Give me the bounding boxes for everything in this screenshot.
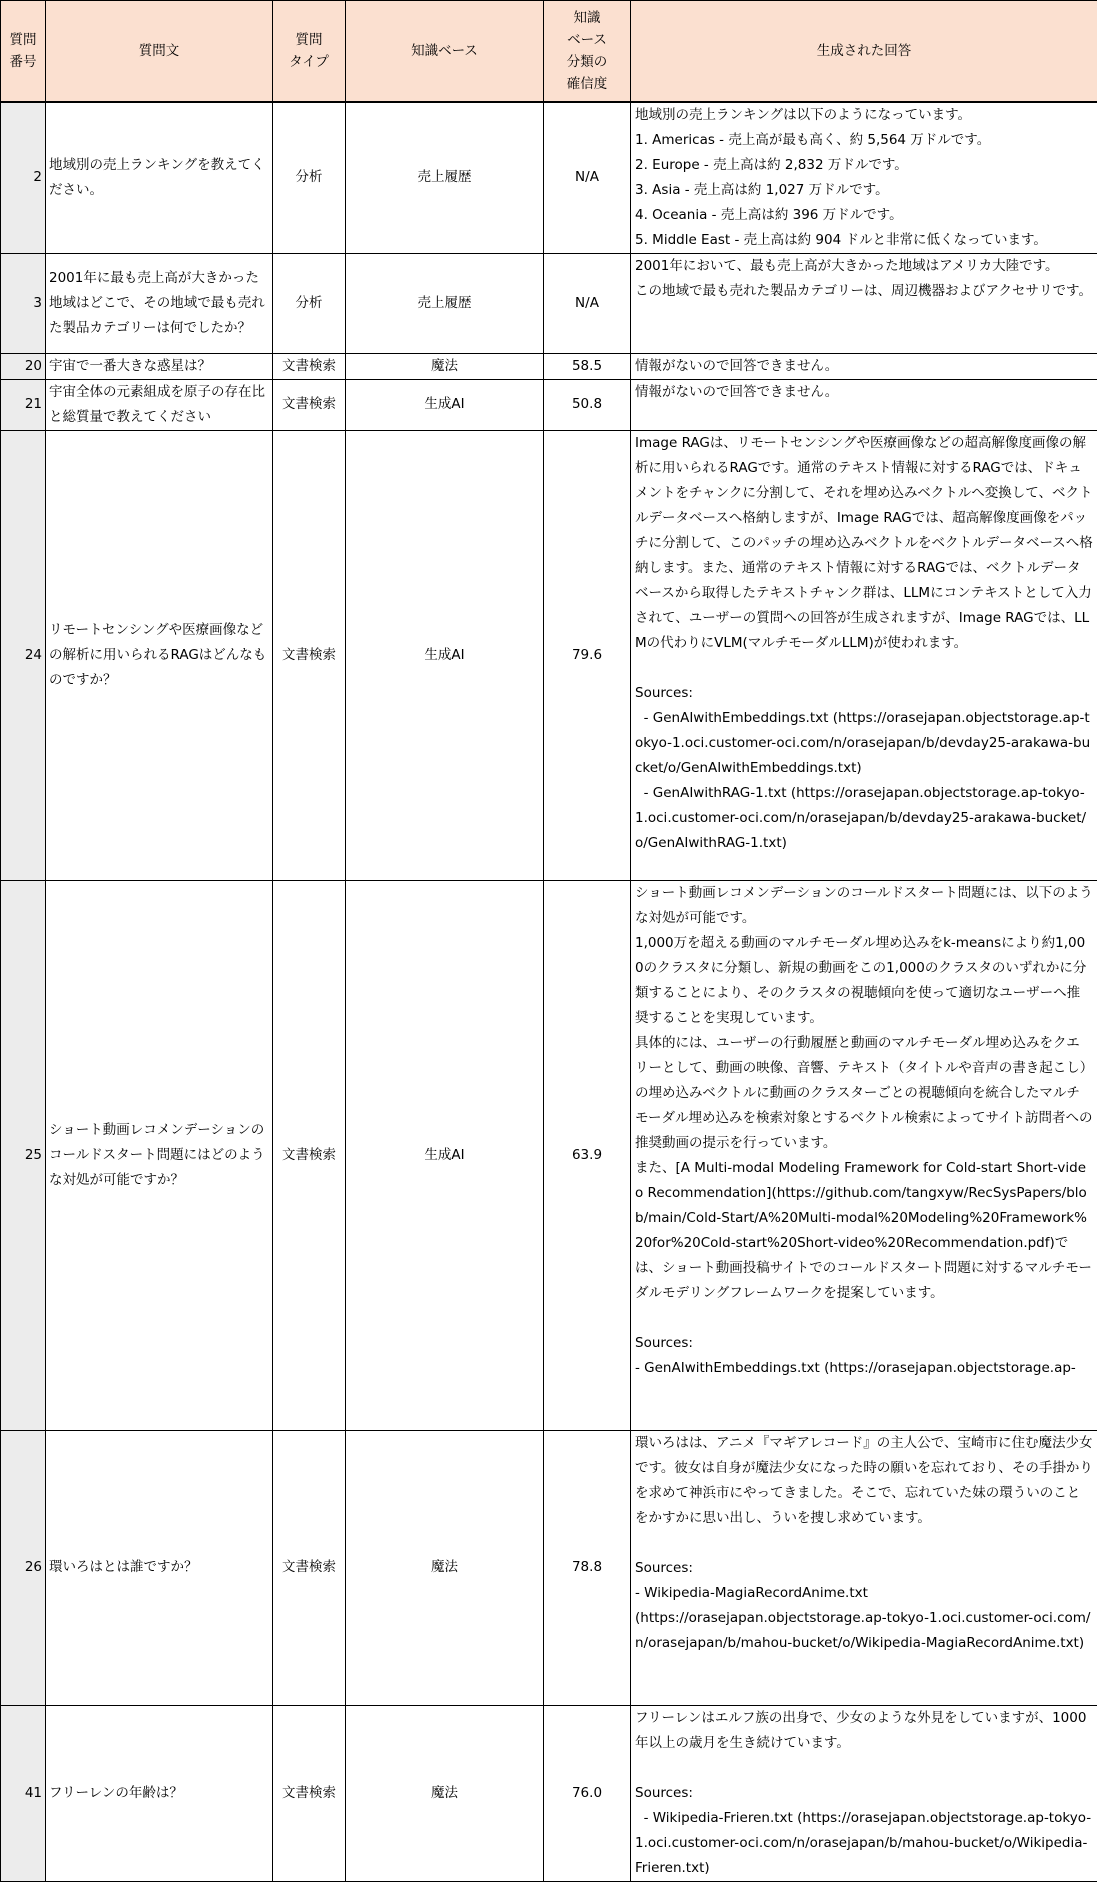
cell-question-number[interactable]: 26 — [1, 1430, 46, 1705]
cell-knowledge-base[interactable]: 生成AI — [346, 430, 544, 880]
header-confidence[interactable]: 知識 ベース 分類の 確信度 — [544, 1, 631, 102]
table-row — [1, 379, 1097, 430]
cell-question-text[interactable]: 2001年に最も売上高が大きかった地域はどこで、その地域で最も売れた製品カテゴリーは何でしたか？ — [46, 253, 273, 353]
cell-knowledge-base[interactable]: 生成AI — [346, 379, 544, 430]
table-row — [1, 1430, 1097, 1705]
header-row — [1, 1, 1097, 102]
cell-answer[interactable]: Image RAGは、リモートセンシングや医療画像などの超高解像度画像の解析に用いられるRAGです。通常のテキスト情報に対するRAGでは、ドキュメントをチャンクに分割して、それを埋め込みベクトルへ変換して、ベクトルデータベースへ格納しますが、Image RAGでは、超高解像度画像をパッチに分割して、このパッチの埋め込みベクトルをベクトルデータベースへ格納します。また、通常のテキスト情報に対するRAGでは、ベクトルデータベースから取得したテキストチャンク群は、LLMにコンテキストとして入力されて、ユーザーの質問への回答が生成されますが、Image RAGでは、LLMの代わりにVLM(マルチモーダルLLM)が使われます。 Sources: - GenAIwithEmbeddings.txt (https://orasejapan.objectstorage.ap-tokyo-1.oci.customer-oci.com/n/orasejapan/b/devday25-arakawa-bucket/o/GenAIwithEmbeddings.txt) - GenAIwithRAG-1.txt (https://orasejapan.objectstorage.ap-tokyo-1.oci.customer-oci.com/n/orasejapan/b/devday25-arakawa-bucket/o/GenAIwithRAG-1.txt) — [631, 430, 1097, 880]
cell-knowledge-base[interactable]: 生成AI — [346, 880, 544, 1430]
cell-confidence[interactable]: 50.8 — [544, 379, 631, 430]
cell-question-number[interactable]: 25 — [1, 880, 46, 1430]
cell-confidence[interactable]: N/A — [544, 253, 631, 353]
cell-confidence[interactable]: N/A — [544, 102, 631, 254]
cell-answer[interactable]: ショート動画レコメンデーションのコールドスタート問題には、以下のような対処が可能です。 1,000万を超える動画のマルチモーダル埋め込みをk-meansにより約1,000のクラスタに分類し、新規の動画をこの1,000のクラスタのいずれかに分類することにより、そのクラスタの視聴傾向を使って適切なユーザーへ推奨することを実現しています。 具体的には、ユーザーの行動履歴と動画のマルチモーダル埋め込みをクエリーとして、動画の映像、音響、テキスト（タイトルや音声の書き起こし）の埋め込みベクトルに動画のクラスターごとの視聴傾向を統合したマルチモーダル埋め込みを検索対象とするベクトル検索によってサイト訪問者への推奨動画の提示を行っています。 また、[A Multi-modal Modeling Framework for Cold-start Short-video Recommendation](https://github.com/tangxyw/RecSysPapers/blob/main/Cold-Start/A%20Multi-modal%20Modeling%20Framework%20for%20Cold-start%20Short-video%20Recommendation.pdf)では、ショート動画投稿サイトでのコールドスタート問題に対するマルチモーダルモデリングフレームワークを提案しています。 Sources: - GenAIwithEmbeddings.txt (https://orasejapan.objectstorage.ap- — [631, 880, 1097, 1430]
cell-question-text[interactable]: フリーレンの年齢は？ — [46, 1705, 273, 1881]
cell-question-text[interactable]: ショート動画レコメンデーションのコールドスタート問題にはどのような対処が可能ですか？ — [46, 880, 273, 1430]
cell-question-text[interactable]: リモートセンシングや医療画像などの解析に用いられるRAGはどんなものですか？ — [46, 430, 273, 880]
table-row — [1, 1705, 1097, 1881]
cell-question-text[interactable]: 宇宙全体の元素組成を原子の存在比と総質量で教えてください — [46, 379, 273, 430]
cell-confidence[interactable]: 78.8 — [544, 1430, 631, 1705]
cell-answer[interactable]: 情報がないので回答できません。 — [631, 379, 1097, 430]
cell-answer[interactable]: 情報がないので回答できません。 — [631, 353, 1097, 379]
cell-question-type[interactable]: 文書検索 — [273, 880, 346, 1430]
table-row — [1, 430, 1097, 880]
header-answer[interactable]: 生成された回答 — [631, 1, 1097, 102]
cell-knowledge-base[interactable]: 魔法 — [346, 353, 544, 379]
header-knowledge-base[interactable]: 知識ベース — [346, 1, 544, 102]
cell-question-type[interactable]: 文書検索 — [273, 1430, 346, 1705]
cell-confidence[interactable]: 58.5 — [544, 353, 631, 379]
cell-knowledge-base[interactable]: 売上履歴 — [346, 102, 544, 254]
header-question-number[interactable]: 質問 番号 — [1, 1, 46, 102]
cell-question-number[interactable]: 41 — [1, 1705, 46, 1881]
cell-confidence[interactable]: 63.9 — [544, 880, 631, 1430]
table-row — [1, 353, 1097, 379]
cell-question-number[interactable]: 2 — [1, 102, 46, 254]
cell-question-text[interactable]: 地域別の売上ランキングを教えてください。 — [46, 102, 273, 254]
cell-question-type[interactable]: 分析 — [273, 102, 346, 254]
cell-question-type[interactable]: 文書検索 — [273, 430, 346, 880]
cell-knowledge-base[interactable]: 売上履歴 — [346, 253, 544, 353]
cell-question-number[interactable]: 20 — [1, 353, 46, 379]
cell-knowledge-base[interactable]: 魔法 — [346, 1430, 544, 1705]
cell-answer[interactable]: 2001年において、最も売上高が大きかった地域はアメリカ大陸です。 この地域で最も売れた製品カテゴリーは、周辺機器およびアクセサリです。 — [631, 253, 1097, 353]
cell-question-type[interactable]: 文書検索 — [273, 379, 346, 430]
cell-knowledge-base[interactable]: 魔法 — [346, 1705, 544, 1881]
cell-question-type[interactable]: 分析 — [273, 253, 346, 353]
cell-answer[interactable]: 環いろはは、アニメ『マギアレコード』の主人公で、宝崎市に住む魔法少女です。彼女は自身が魔法少女になった時の願いを忘れており、その手掛かりを求めて神浜市にやってきました。そこで、忘れていた妹の環ういのことをかすかに思い出し、ういを捜し求めています。 Sources: - Wikipedia-MagiaRecordAnime.txt (https://orasejapan.objectstorage.ap-tokyo-1.oci.customer-oci.com/n/orasejapan/b/mahou-bucket/o/Wikipedia-MagiaRecordAnime.txt) — [631, 1430, 1097, 1705]
cell-question-number[interactable]: 24 — [1, 430, 46, 880]
table-row — [1, 880, 1097, 1430]
cell-confidence[interactable]: 79.6 — [544, 430, 631, 880]
cell-question-text[interactable]: 環いろはとは誰ですか？ — [46, 1430, 273, 1705]
cell-question-type[interactable]: 文書検索 — [273, 1705, 346, 1881]
table-row — [1, 102, 1097, 254]
cell-question-number[interactable]: 3 — [1, 253, 46, 353]
cell-question-number[interactable]: 21 — [1, 379, 46, 430]
cell-answer[interactable]: フリーレンはエルフ族の出身で、少女のような外見をしていますが、1000年以上の歳月を生き続けています。 Sources: - Wikipedia-Frieren.txt (https://orasejapan.objectstorage.ap-tokyo-1.oci.customer-oci.com/n/orasejapan/b/mahou-bucket/o/Wikipedia-Frieren.txt) — [631, 1705, 1097, 1881]
header-question-text[interactable]: 質問文 — [46, 1, 273, 102]
cell-confidence[interactable]: 76.0 — [544, 1705, 631, 1881]
cell-question-text[interactable]: 宇宙で一番大きな惑星は？ — [46, 353, 273, 379]
cell-answer[interactable]: 地域別の売上ランキングは以下のようになっています。 1. Americas - 売上高が最も高く、約 5,564 万ドルです。 2. Europe - 売上高は約 2,832 万ドルです。 3. Asia - 売上高は約 1,027 万ドルです。 4. Oceania - 売上高は約 396 万ドルです。 5. Middle East - 売上高は約 904 ドルと非常に低くなっています。 — [631, 102, 1097, 254]
table-row — [1, 253, 1097, 353]
header-question-type[interactable]: 質問 タイプ — [273, 1, 346, 102]
cell-question-type[interactable]: 文書検索 — [273, 353, 346, 379]
